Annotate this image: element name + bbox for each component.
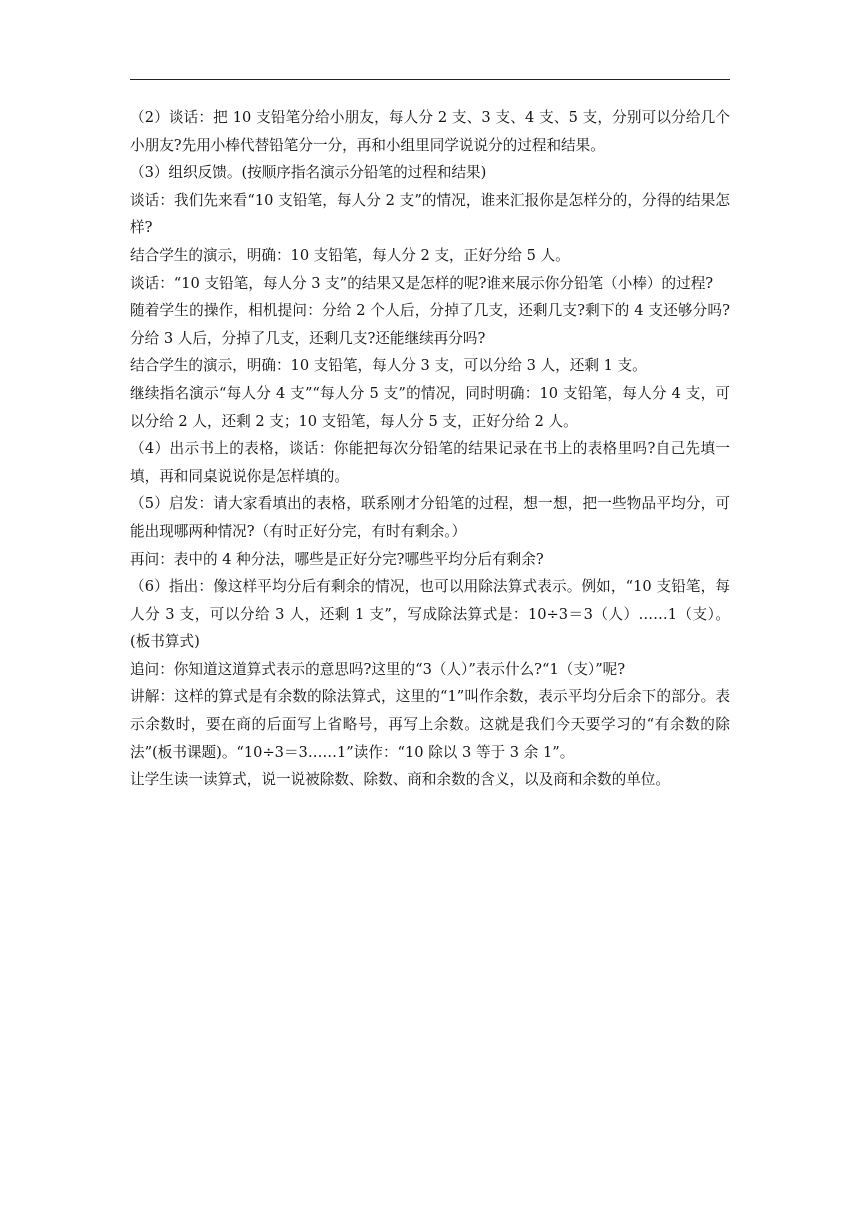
paragraph-read-aloud: 让学生读一读算式，说一说被除数、除数、商和余数的含义，以及商和余数的单位。 bbox=[130, 771, 670, 789]
paragraph-result-2-each: 结合学生的演示，明确：10 支铅笔，每人分 2 支，正好分给 5 人。 bbox=[130, 246, 570, 264]
document-body bbox=[130, 104, 730, 794]
paragraph-step-5: （5）启发：请大家看填出的表格，联系刚才分铅笔的过程，想一想，把一些物品平均分，可能出现哪两种情况?（有时正好分完，有时有剩余。） bbox=[130, 495, 730, 540]
paragraph-step-4: （4）出示书上的表格，谈话：你能把每次分铅笔的结果记录在书上的表格里吗?自己先填一填，再和同桌说说你是怎样填的。 bbox=[130, 440, 730, 485]
header-rule bbox=[130, 79, 730, 80]
paragraph-result-3-each: 结合学生的演示，明确：10 支铅笔，每人分 3 支，可以分给 3 人，还剩 1 支。 bbox=[130, 357, 647, 375]
paragraph-talk-2-each: 谈话：我们先来看“10 支铅笔，每人分 2 支”的情况，谁来汇报你是怎样分的，分得的结果怎样? bbox=[130, 191, 730, 237]
paragraph-ask-again: 再问：表中的 4 种分法，哪些是正好分完?哪些平均分后有剩余? bbox=[130, 550, 544, 568]
paragraph-result-4-5-each: 继续指名演示“每人分 4 支”“每人分 5 支”的情况，同时明确：10 支铅笔，每人分 4 支，可以分给 2 人，还剩 2 支；10 支铅笔，每人分 5 支，正好分给 2 人。 bbox=[130, 384, 730, 430]
paragraph-talk-3-each: 谈话：“10 支铅笔，每人分 3 支”的结果又是怎样的呢?谁来展示你分铅笔（小棒）的过程? bbox=[130, 274, 714, 292]
paragraph-follow-up: 追问：你知道这道算式表示的意思吗?这里的“3（人）”表示什么?“1（支）”呢? bbox=[130, 660, 626, 678]
paragraph-step-6: （6）指出：像这样平均分后有剩余的情况，也可以用除法算式表示。例如，“10 支铅笔，每人分 3 支，可以分给 3 人，还剩 1 支”，写成除法算式是：10÷3＝3（人）……1（支）。(板书算式) bbox=[130, 578, 730, 651]
paragraph-step-2: （2）谈话：把 10 支铅笔分给小朋友，每人分 2 支、3 支、4 支、5 支，分别可以分给几个小朋友?先用小棒代替铅笔分一分，再和小组里同学说说分的过程和结果。 bbox=[130, 109, 730, 154]
paragraph-explanation: 讲解：这样的算式是有余数的除法算式，这里的“1”叫作余数，表示平均分后余下的部分。表示余数时，要在商的后面写上省略号，再写上余数。这就是我们今天要学习的“有余数的除法”(板书课题)。“10÷3＝3……1”读作：“10 除以 3 等于 3 余 1”。 bbox=[130, 688, 730, 761]
paragraph-step-3: （3）组织反馈。(按顺序指名演示分铅笔的过程和结果) bbox=[130, 164, 487, 182]
paragraph-questions: 随着学生的操作，相机提问：分给 2 个人后，分掉了几支，还剩几支?剩下的 4 支还够分吗?分给 3 人后，分掉了几支，还剩几支?还能继续再分吗? bbox=[130, 302, 730, 347]
